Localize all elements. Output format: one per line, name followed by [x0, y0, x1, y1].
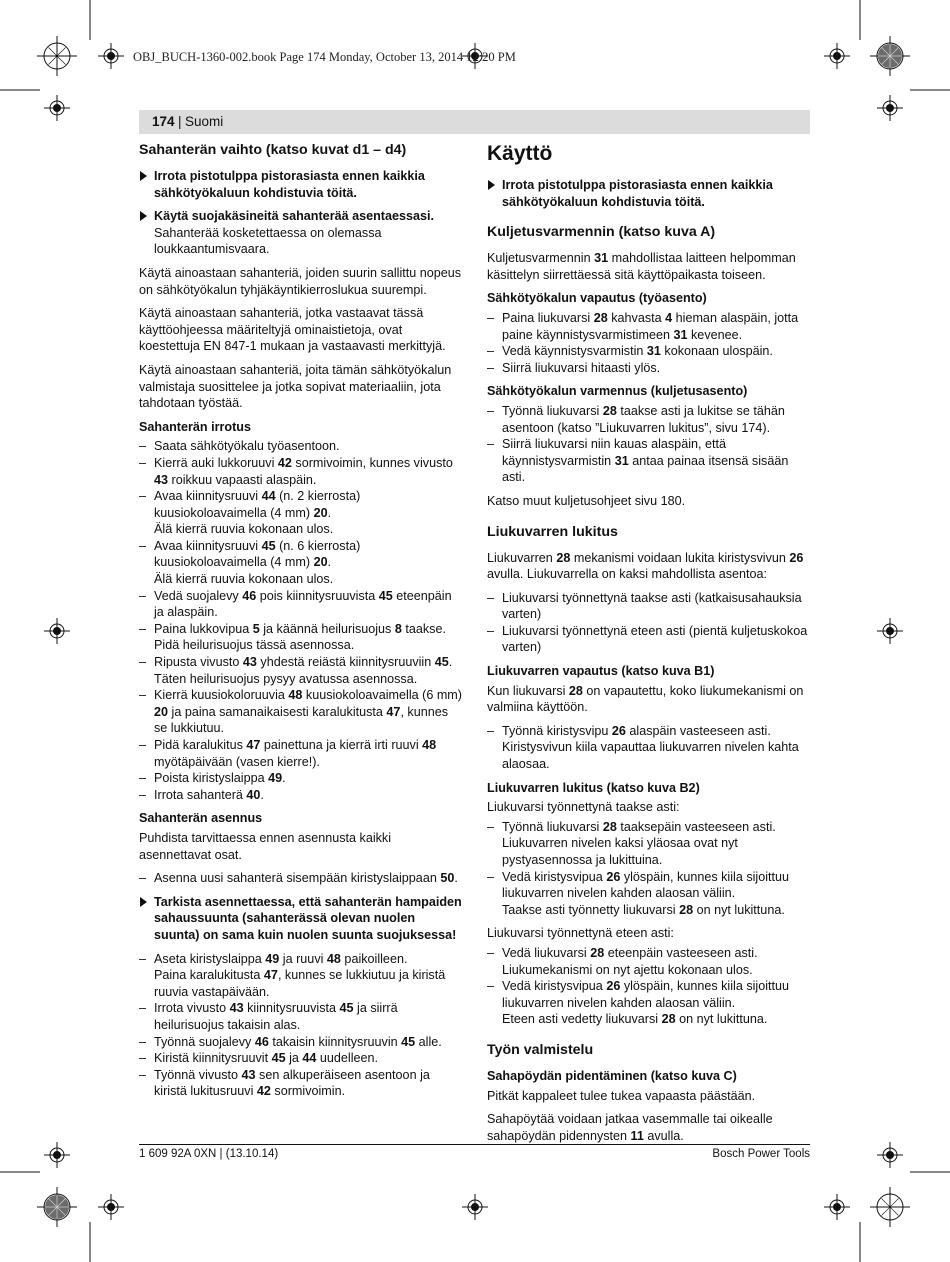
dash-bullet-icon: –	[487, 945, 495, 960]
left-column	[139, 141, 463, 1107]
dash-bullet-icon: –	[139, 655, 147, 670]
dash-bullet-icon: –	[487, 437, 495, 452]
paragraph: Kun liukuvarsi 28 on vapautettu, koko liukumekanismi on valmiina käyttöön.	[487, 683, 804, 715]
paragraph: Käytä ainoastaan sahanteriä, joita tämän sähkötyökalun valmistaja suosittelee ja jotka sopivat materiaaliin, jota tahdotaan työstää.	[139, 362, 452, 411]
dash-bullet-icon: –	[139, 621, 147, 636]
list-item: – Poista kiristyslaippa 49.	[139, 771, 286, 786]
warning-item: Irrota pistotulppa pistorasiasta ennen kaikkia sähkötyökaluun kohdistuvia töitä.	[487, 177, 811, 210]
warning-arrow-icon	[140, 171, 147, 181]
list-item: – Kierrä auki lukkoruuvi 42 sormivoimin, kunnes vivusto 43 roikkuu vapaasti alaspäin.	[139, 455, 453, 487]
paragraph: Liukuvarren 28 mekanismi voidaan lukita kiristysvivun 26 avulla. Liukuvarrella on kaksi mahdollista asentoa:	[487, 550, 804, 582]
list-item-note: Kiristysvivun kiila vapauttaa liukuvarren nivelen kahta alaosaa.	[502, 740, 799, 772]
dash-bullet-icon: –	[139, 1051, 147, 1066]
list-item: – Aseta kiristyslaippa 49 ja ruuvi 48 paikoilleen. Paina karalukitusta 47, kunnes se lukkiutuu ja kiristä ruuvia vastapäivään.	[139, 951, 463, 1001]
dash-bullet-icon: –	[139, 489, 147, 504]
dash-bullet-icon: –	[487, 819, 495, 834]
list-item-note: Pidä heilurisuojus tässä asennossa.	[154, 638, 355, 653]
list-item: – Vedä käynnistysvarmistin 31 kokonaan ulospäin.	[487, 344, 773, 359]
list-item: – Liukuvarsi työnnettynä taakse asti (katkaisusahauksia varten)	[487, 590, 802, 622]
subsection-title: Liukuvarren vapautus (katso kuva B1)	[487, 664, 715, 679]
dash-bullet-icon: –	[487, 360, 495, 375]
list-item-note: Paina karalukitusta 47, kunnes se lukkiutuu ja kiristä ruuvia vastapäivään.	[154, 968, 446, 999]
secure-steps	[487, 403, 811, 486]
list-item: – Asenna uusi sahanterä sisempään kiristyslaippaan 50.	[139, 871, 458, 886]
list-item: – Saata sähkötyökalu työasentoon.	[139, 439, 340, 454]
paragraph: Kuljetusvarmennin 31 mahdollistaa laitteen helpomman käsittelyn siirrettäessä sitä käyttöpaikasta toiseen.	[487, 251, 796, 282]
list-item-note: Eteen asti vedetty liukuvarsi 28 on nyt lukittuna.	[502, 1012, 768, 1027]
list-item: – Avaa kiinnitysruuvi 45 (n. 6 kierrosta) kuusiokoloavaimella (4 mm) 20. Älä kierrä ruuvia kokonaan ulos.	[139, 538, 463, 588]
list-item: – Siirrä liukuvarsi niin kauas alaspäin, että käynnistysvarmistin 31 antaa painaa itsensä sisään asti.	[487, 437, 789, 485]
warning-item: Tarkista asennettaessa, että sahanterän hampaiden sahaussuunta (sahanterässä olevan nuolen suunta) on sama kuin nuolen suunta suojuksessa!	[139, 894, 463, 944]
list-item: – Pidä karalukitus 47 painettuna ja kierrä irti ruuvi 48 myötäpäivään (vasen kierre!).	[139, 738, 437, 769]
list-item: – Irrota sahanterä 40.	[139, 787, 264, 802]
dash-bullet-icon: –	[139, 1034, 147, 1049]
list-item: – Paina lukkovipua 5 ja käännä heilurisuojus 8 taakse. Pidä heilurisuojus tässä asennossa.	[139, 621, 463, 654]
list-item: – Työnnä kiristysvipu 26 alaspäin vasteeseen asti. Kiristysvivun kiila vapauttaa liukuvarren nivelen kahta alaosaa.	[487, 723, 811, 773]
warning-arrow-icon	[140, 897, 147, 907]
dash-bullet-icon: –	[139, 688, 147, 703]
list-item-note: Liukumekanismi on nyt ajettu kokonaan ulos.	[502, 962, 753, 977]
list-item-note: Älä kierrä ruuvia kokonaan ulos.	[154, 522, 334, 537]
dash-bullet-icon: –	[139, 738, 147, 752]
page-number: 174	[152, 114, 175, 129]
dash-bullet-icon: –	[139, 871, 147, 886]
list-item: – Työnnä liukuvarsi 28 taakse asti ja lukitse se tähän asentoon (katso ”Liukuvarren lukitus”, sivu 174).	[487, 403, 785, 435]
dash-bullet-icon: –	[139, 538, 147, 553]
install-step-a	[139, 870, 463, 887]
unlock-steps	[487, 723, 811, 773]
chapter-title: Käyttö	[487, 142, 553, 165]
list-item: – Vedä kiristysvipua 26 ylöspäin, kunnes kiila sijoittuu liukuvarren nivelen kahden alaosan väliin. Eteen asti vedetty liukuvarsi 28 on nyt lukittuna.	[487, 978, 811, 1028]
dash-bullet-icon: –	[487, 979, 495, 994]
list-item-note: Liukuvarren nivelen kaksi yläosaa ovat nyt pystyasennossa ja lukittuina.	[502, 836, 738, 867]
footer-code: 1 609 92A 0XN | (13.10.14)	[139, 1148, 279, 1160]
lock-back-steps	[487, 819, 811, 919]
dash-bullet-icon: –	[487, 310, 495, 325]
list-item-note: Täten heilurisuojus pysyy avatussa asennossa.	[154, 671, 418, 686]
paragraph: Pitkät kappaleet tulee tukea vapaasta päästään.	[487, 1088, 756, 1103]
list-item: – Vedä suojalevy 46 pois kiinnitysruuvista 45 eteenpäin ja alaspäin.	[139, 588, 452, 620]
lock-front-steps	[487, 945, 811, 1028]
dash-bullet-icon: –	[487, 344, 495, 359]
subsection-title: Sähkötyökalun vapautus (työasento)	[487, 291, 707, 306]
dash-bullet-icon: –	[139, 439, 147, 454]
dash-bullet-icon: –	[139, 951, 147, 966]
paragraph: Liukuvarsi työnnettynä eteen asti:	[487, 926, 674, 941]
dash-bullet-icon: –	[487, 623, 495, 638]
list-item: – Avaa kiinnitysruuvi 44 (n. 2 kierrosta) kuusiokoloavaimella (4 mm) 20. Älä kierrä ruuvia kokonaan ulos.	[139, 488, 463, 538]
list-item: – Liukuvarsi työnnettynä eteen asti (pientä kuljetuskokoa varten)	[487, 623, 808, 655]
list-item: – Vedä liukuvarsi 28 eteenpäin vasteeseen asti. Liukumekanismi on nyt ajettu kokonaan ulos.	[487, 945, 811, 978]
subsection-title: Sahapöydän pidentäminen (katso kuva C)	[487, 1068, 737, 1083]
paragraph: Käytä ainoastaan sahanteriä, joiden suurin sallittu nopeus on sähkötyökalun tyhjäkäyntikierroslukua suurempi.	[139, 265, 462, 297]
subsection-title: Sahanterän asennus	[139, 811, 263, 826]
release-steps	[487, 310, 811, 376]
dash-bullet-icon: –	[487, 590, 495, 605]
list-item: – Siirrä liukuvarsi hitaasti ylös.	[487, 360, 661, 375]
list-item: – Kierrä kuusiokoloruuvia 48 kuusiokoloavaimella (6 mm) 20 ja paina samanaikaisesti karalukitusta 47, kunnes se lukkiutuu.	[139, 688, 462, 736]
warning-item: Irrota pistotulppa pistorasiasta ennen kaikkia sähkötyökaluun kohdistuvia töitä.	[139, 168, 463, 201]
list-item-note: Taakse asti työnnetty liukuvarsi 28 on nyt lukittuna.	[502, 902, 785, 917]
subsection-title: Sahanterän irrotus	[139, 419, 251, 434]
page-header	[139, 110, 810, 134]
list-item: – Irrota vivusto 43 kiinnitysruuvista 45 ja siirrä heilurisuojus takaisin alas.	[139, 1001, 398, 1032]
dash-bullet-icon: –	[139, 1067, 147, 1082]
paragraph: Katso muut kuljetusohjeet sivu 180.	[487, 493, 686, 508]
paragraph: Sahapöytää voidaan jatkaa vasemmalle tai oikealle sahapöydän pidennysten 11 avulla.	[487, 1112, 773, 1143]
dash-bullet-icon: –	[139, 455, 147, 470]
list-item: – Paina liukuvarsi 28 kahvasta 4 hieman alaspäin, jotta paine käynnistysvarmistimeen 31 kevenee.	[487, 310, 799, 342]
section-title: Liukuvarren lukitus	[487, 523, 618, 540]
lock-positions	[487, 590, 811, 656]
section-title: Työn valmistelu	[487, 1041, 594, 1058]
dash-bullet-icon: –	[487, 869, 495, 884]
header-language: Suomi	[185, 114, 224, 129]
right-column	[487, 141, 811, 1151]
list-item: – Työnnä liukuvarsi 28 taaksepäin vasteeseen asti. Liukuvarren nivelen kaksi yläosaa ovat nyt pystyasennossa ja lukittuina.	[487, 819, 811, 869]
install-steps	[139, 951, 463, 1100]
subsection-title: Sähkötyökalun varmennus (kuljetusasento)	[487, 384, 748, 399]
list-item: – Työnnä vivusto 43 sen alkuperäiseen asentoon ja kiristä lukitusruuvi 42 sormivoimin.	[139, 1067, 430, 1099]
dash-bullet-icon: –	[487, 403, 495, 418]
dash-bullet-icon: –	[139, 771, 147, 786]
dash-bullet-icon: –	[139, 588, 147, 603]
paragraph: Puhdista tarvittaessa ennen asennusta kaikki asennettavat osat.	[139, 830, 392, 862]
section-title: Kuljetusvarmennin (katso kuva A)	[487, 224, 716, 241]
subsection-title: Liukuvarren lukitus (katso kuva B2)	[487, 780, 700, 795]
footer-rule	[139, 1144, 810, 1145]
list-item: – Vedä kiristysvipua 26 ylöspäin, kunnes kiila sijoittuu liukuvarren nivelen kahden alaosan väliin. Taakse asti työnnetty liukuvarsi 28 on nyt lukittuna.	[487, 869, 811, 919]
list-item: – Kiristä kiinnitysruuvit 45 ja 44 uudelleen.	[139, 1051, 379, 1066]
list-item: – Ripusta vivusto 43 yhdestä reiästä kiinnitysruuviin 45. Täten heilurisuojus pysyy avatussa asennossa.	[139, 654, 463, 687]
paragraph: Käytä ainoastaan sahanteriä, jotka vastaavat tässä käyttöohjeessa määriteltyjä ominaistietoja, ovat koestettuja EN 847-1 mukaan ja vastaavasti merkittyjä.	[139, 306, 446, 354]
print-info: OBJ_BUCH-1360-002.book Page 174 Monday, October 13, 2014 12:20 PM	[133, 50, 516, 64]
paragraph: Liukuvarsi työnnettynä taakse asti:	[487, 800, 680, 815]
list-item: – Työnnä suojalevy 46 takaisin kiinnitysruuvin 45 alle.	[139, 1034, 442, 1049]
dash-bullet-icon: –	[139, 787, 147, 802]
header-separator: |	[178, 114, 182, 129]
list-item-note: Älä kierrä ruuvia kokonaan ulos.	[154, 572, 334, 587]
section-title: Sahanterän vaihto (katso kuvat d1 – d4)	[139, 142, 407, 158]
warning-arrow-icon	[140, 211, 147, 221]
removal-steps	[139, 438, 463, 803]
footer-brand: Bosch Power Tools	[712, 1148, 810, 1160]
dash-bullet-icon: –	[139, 1001, 147, 1016]
warning-item: Käytä suojakäsineitä sahanterää asentaessasi. Sahanterää kosketettaessa on olemassa loukkaantumisvaara.	[139, 208, 463, 258]
dash-bullet-icon: –	[487, 723, 495, 738]
warning-arrow-icon	[488, 180, 495, 190]
